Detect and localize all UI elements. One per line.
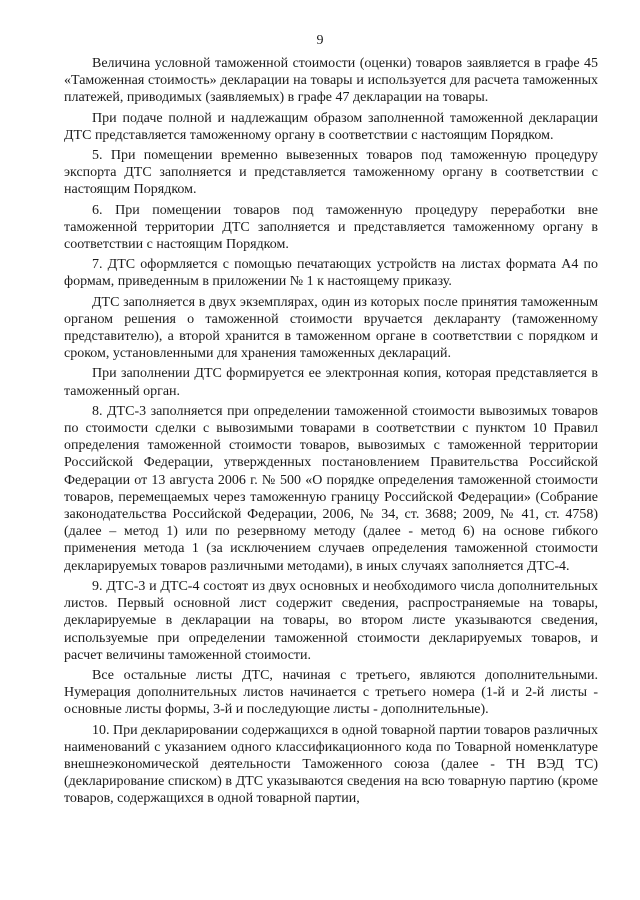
paragraph: При заполнении ДТС формируется ее электронная копия, которая представляется в таможенный орган. [64,366,598,399]
paragraph: ДТС заполняется в двух экземплярах, один из которых после принятия таможенным органом решения о таможенной стоимости вручается декларанту (таможенному представителю), а второй хранится в таможенном органе в соответствии с порядком и сроком, установленными для хранения таможенных деклараций. [64,294,598,362]
paragraph: 10. При декларировании содержащихся в одной товарной партии товаров различных наименований с указанием одного классификационного кода по Товарной номенклатуре внешнеэкономической деятельности Таможенного союза (далее - ТН ВЭД ТС) (декларирование списком) в ДТС указываются сведения на всю товарную партию (кроме товаров, содержащихся в одной товарной партии, [64,722,598,807]
paragraph: 8. ДТС-3 заполняется при определении таможенной стоимости вывозимых товаров по стоимости сделки с вывозимыми товарами в соответствии с пунктом 10 Правил определения таможенной стоимости товаров, вывозимых с таможенной территории Российской Федерации, утвержденных постановлением Правительства Российской Федерации от 13 августа 2006 г. № 500 «О порядке определения таможенной стоимости товаров, перемещаемых через таможенную границу Российской Федерации» (Собрание законодательства Российской Федерации, 2006, № 34, ст. 3688; 2009, № 41, ст. 4758) (далее – метод 1) или по резервному методу (далее - метод 6) на основе гибкого применения метода 1 (за исключением случаев определения таможенной стоимости декларируемых товаров различными методами), в иных случаях заполняется ДТС-4. [64,403,598,574]
document-body [64,55,598,811]
paragraph: При подаче полной и надлежащим образом заполненной таможенной декларации ДТС представляется таможенному органу в соответствии с настоящим Порядком. [64,110,598,143]
paragraph: 7. ДТС оформляется с помощью печатающих устройств на листах формата А4 по формам, приведенным в приложении № 1 к настоящему приказу. [64,257,598,290]
paragraph: Величина условной таможенной стоимости (оценки) товаров заявляется в графе 45 «Таможенная стоимость» декларации на товары и используется для расчета таможенных платежей, приводимых (заявляемых) в графе 47 декларации на товары. [64,56,598,106]
paragraph: 6. При помещении товаров под таможенную процедуру переработки вне таможенной территории ДТС заполняется и представляется таможенному органу в соответствии с настоящим Порядком. [64,202,598,253]
paragraph: 9. ДТС-3 и ДТС-4 состоят из двух основных и необходимого числа дополнительных листов. Первый основной лист содержит сведения, распространяемые на товары, декларируемые в декларации на товары, во втором листе указываются сведения, используемые при определении таможенной стоимости декларируемых товаров, и расчет величины таможенной стоимости. [64,578,598,663]
paragraph: Все остальные листы ДТС, начиная с третьего, являются дополнительными. Нумерация дополнительных листов начинается с третьего номера (1-й и 2-й листы - основные листы формы, 3-й и последующие листы - дополнительные). [64,667,598,718]
paragraph: 5. При помещении временно вывезенных товаров под таможенную процедуру экспорта ДТС заполняется и представляется таможенному органу в соответствии с настоящим Порядком. [64,148,598,198]
page-number: 9 [316,33,324,48]
